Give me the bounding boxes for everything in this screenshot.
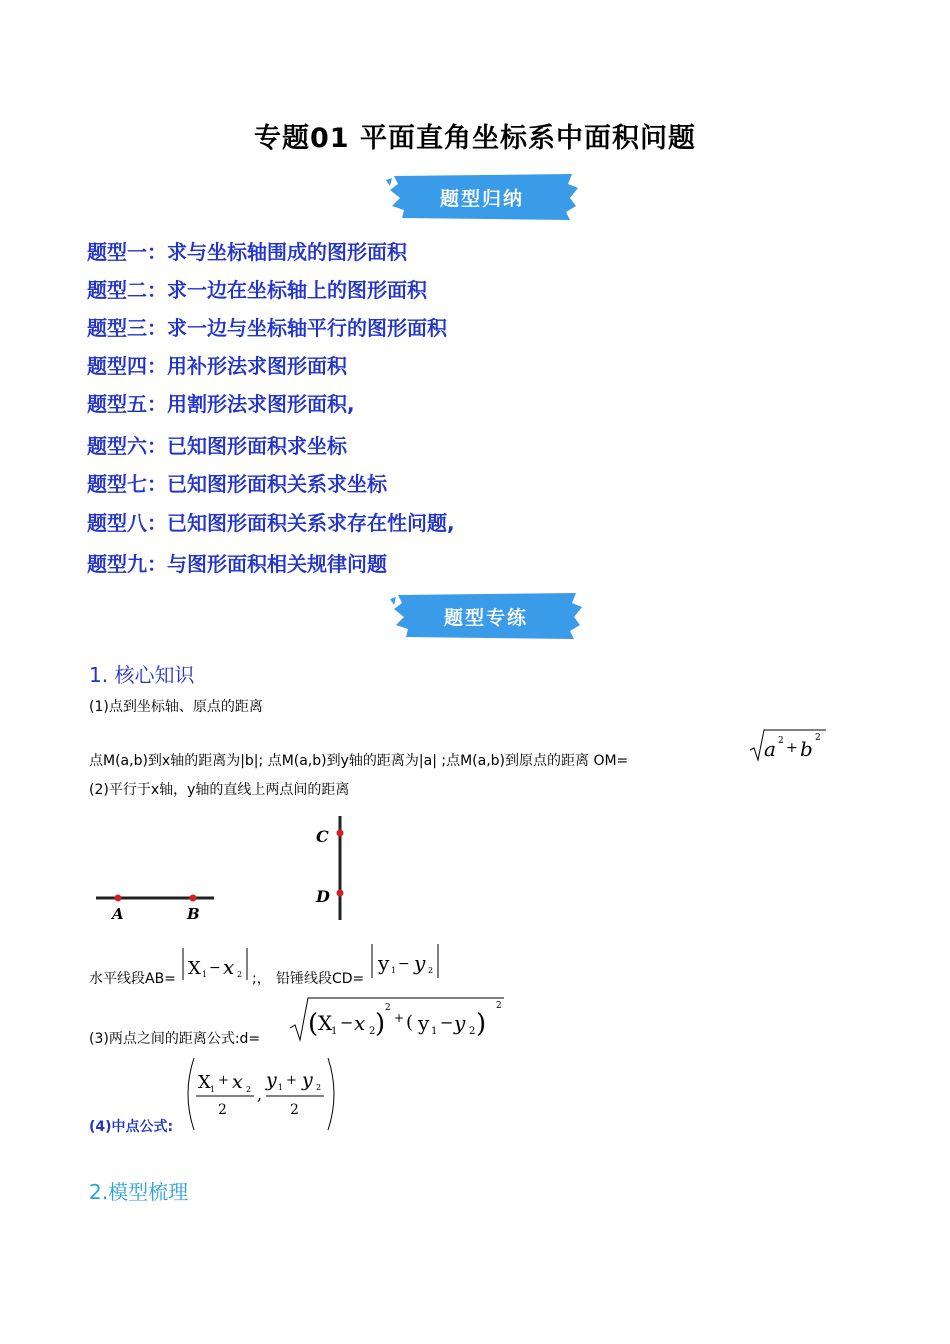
d-sub3: 1 xyxy=(431,1026,438,1037)
m-plus1: + xyxy=(218,1073,229,1088)
item1-text: 点M(a,b)到x轴的距离为|b|; 点M(a,b)到y轴的距离为|a| ;点M(a,b)到原点的距离 OM= xyxy=(89,753,629,769)
ab-x1: X xyxy=(188,958,201,979)
ab-label: 水平线段AB= xyxy=(89,971,176,987)
question-type-2: 题型二：求一边在坐标轴上的图形面积 xyxy=(87,278,427,302)
question-type-1: 题型一：求与坐标轴围成的图形面积 xyxy=(87,240,407,264)
point-d xyxy=(337,890,344,897)
om-plus: + xyxy=(786,740,798,756)
d-exp1: 2 xyxy=(385,1003,391,1013)
cd-sub1: 1 xyxy=(391,966,397,975)
ab-sub1: 1 xyxy=(202,970,208,979)
label-d: D xyxy=(316,887,330,906)
m-sub1: 1 xyxy=(210,1085,216,1094)
m-x1: X xyxy=(198,1072,211,1093)
d-y2: y xyxy=(454,1011,466,1035)
cd-label: 铅锤线段CD= xyxy=(276,971,365,987)
page-title: 专题01 平面直角坐标系中面积问题 xyxy=(254,123,696,154)
m-plus2: + xyxy=(286,1073,297,1088)
question-type-5: 题型五：用割形法求图形面积, xyxy=(87,392,355,416)
d-y1: y xyxy=(418,1011,430,1035)
summary-banner-label: 题型归纳 xyxy=(439,187,524,210)
point-b xyxy=(190,895,197,902)
distance-formula xyxy=(288,994,510,1046)
d-exp2: 2 xyxy=(496,1001,502,1011)
m-sub4: 2 xyxy=(316,1083,322,1092)
m-den2: 2 xyxy=(290,1102,299,1118)
label-b: B xyxy=(187,905,200,923)
om-a: a xyxy=(764,737,776,761)
ab-minus: − xyxy=(209,960,221,976)
d-sub4: 2 xyxy=(469,1026,476,1037)
d-paren-open-2: ( xyxy=(406,1012,414,1033)
d-x1: X xyxy=(318,1011,333,1035)
section-heading-model: 2.模型梳理 xyxy=(89,1180,189,1204)
cd-minus: − xyxy=(398,956,410,972)
om-a-exp: 2 xyxy=(778,736,784,746)
m-sub3: 1 xyxy=(278,1083,284,1092)
midpoint-formula xyxy=(180,1054,342,1134)
question-type-7: 题型七：已知图形面积关系求坐标 xyxy=(87,472,387,496)
d-plus: + xyxy=(394,1011,405,1025)
item2-title: (2)平行于x轴，y轴的直线上两点间的距离 xyxy=(89,782,350,798)
m-x2: x xyxy=(232,1071,243,1093)
ab-x2: x xyxy=(223,955,235,979)
point-a xyxy=(115,895,122,902)
m-den1: 2 xyxy=(218,1102,227,1118)
ab-sub2: 2 xyxy=(237,970,243,979)
question-type-3: 题型三：求一边与坐标轴平行的图形面积 xyxy=(87,316,447,340)
point-c xyxy=(337,830,344,837)
practice-banner-label: 题型专练 xyxy=(443,606,528,629)
item3-label: (3)两点之间的距离公式:d= xyxy=(89,1031,261,1047)
cd-y1: y xyxy=(378,951,390,975)
d-minus: − xyxy=(340,1013,354,1032)
summary-banner xyxy=(382,172,582,222)
cd-sub2: 2 xyxy=(428,966,434,975)
d-minus-2: − xyxy=(440,1013,454,1032)
label-c: C xyxy=(316,827,329,846)
cd-formula xyxy=(370,940,442,982)
ab-separator: ;， xyxy=(252,971,271,987)
d-x2: x xyxy=(354,1011,366,1035)
d-paren-close-2: ) xyxy=(476,1009,487,1039)
cd-y2: y xyxy=(414,951,426,975)
ab-formula xyxy=(181,944,251,984)
item1-title: (1)点到坐标轴、原点的距离 xyxy=(89,699,263,715)
om-formula xyxy=(748,726,828,766)
question-type-6: 题型六：已知图形面积求坐标 xyxy=(87,434,347,458)
m-comma: , xyxy=(257,1085,263,1104)
d-sub2: 2 xyxy=(369,1026,376,1037)
om-b: b xyxy=(800,737,813,761)
m-y2: y xyxy=(302,1069,313,1091)
section-heading-core-knowledge: 1. 核心知识 xyxy=(89,663,195,687)
question-type-4: 题型四：用补形法求图形面积 xyxy=(87,354,347,378)
segment-figures xyxy=(90,812,370,924)
question-type-8: 题型八：已知图形面积关系求存在性问题, xyxy=(87,511,455,535)
label-a: A xyxy=(112,905,124,923)
om-b-exp: 2 xyxy=(815,733,821,743)
m-sub2: 2 xyxy=(246,1085,252,1094)
d-paren-open: ( xyxy=(308,1009,319,1039)
d-paren-close: ) xyxy=(375,1009,386,1039)
question-type-9: 题型九：与图形面积相关规律问题 xyxy=(87,552,387,576)
m-y1: y xyxy=(266,1069,277,1091)
d-sub1: 1 xyxy=(331,1026,338,1037)
practice-banner xyxy=(386,591,586,641)
item4-label: (4)中点公式: xyxy=(89,1119,174,1135)
